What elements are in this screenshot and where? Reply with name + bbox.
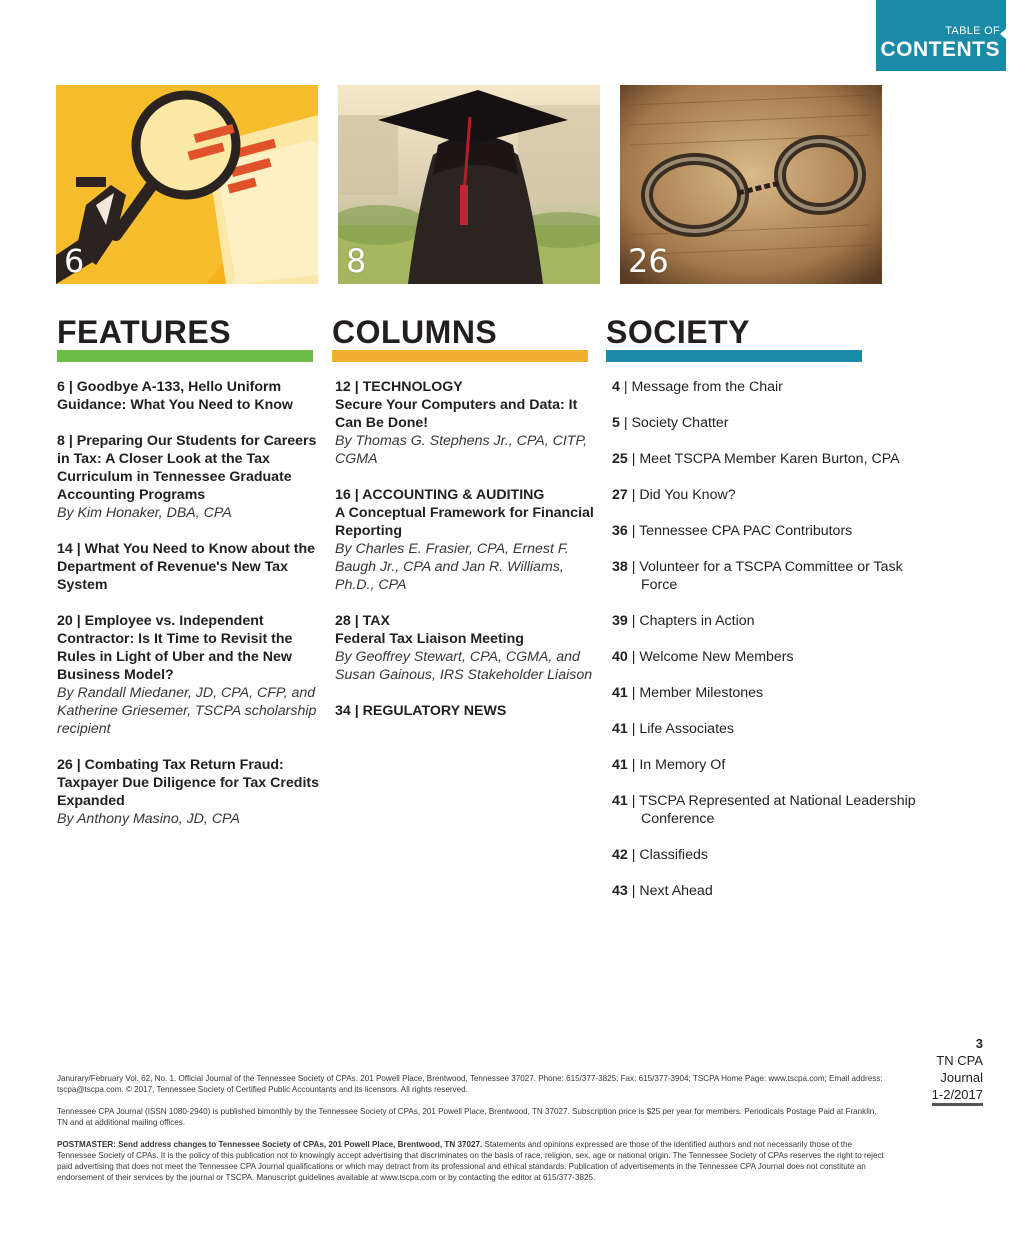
features-divider (57, 350, 313, 362)
society-item[interactable]: 39 | Chapters in Action (612, 613, 755, 629)
society-item-page: 38 (612, 559, 628, 575)
society-item[interactable]: 41 | Member Milestones (612, 685, 764, 701)
society-item[interactable]: 5 | Society Chatter (612, 415, 729, 431)
column-category[interactable]: 34 | REGULATORY NEWS (335, 703, 507, 719)
society-item[interactable]: 25 | Meet TSCPA Member Karen Burton, CPA (612, 451, 900, 467)
society-item-page: 41 (612, 685, 628, 701)
society-item[interactable]: 38 | Volunteer for a TSCPA Committee or Task Force (612, 559, 903, 593)
feature-author: By Randall Miedaner, JD, CPA, CFP, and Katherine Griesemer, TSCPA scholarship recipient (57, 685, 317, 737)
society-item-label: Classifieds (639, 847, 708, 863)
society-item[interactable]: 41 | In Memory Of (612, 757, 726, 773)
feature-entry[interactable] (57, 540, 325, 594)
journal-name-line2: Journal (940, 1070, 983, 1085)
society-item[interactable]: 4 | Message from the Chair (612, 379, 783, 395)
society-divider (606, 350, 862, 362)
society-item-page: 42 (612, 847, 628, 863)
society-item-label: Message from the Chair (631, 379, 783, 395)
society-item-label: Life Associates (639, 721, 734, 737)
footer-postmaster-bold: POSTMASTER: Send address changes to Tennessee Society of CPAs, 201 Powell Place, Brentwood, TN 37027. (57, 1140, 483, 1149)
toc-tab-big-label: CONTENTS (880, 38, 1000, 61)
society-item-label: Tennessee CPA PAC Contributors (639, 523, 853, 539)
society-item[interactable]: 42 | Classifieds (612, 847, 708, 863)
page-number-block (932, 1035, 983, 1106)
photo-page-number: 26 (628, 242, 669, 280)
footer-issn-info: Tennessee CPA Journal (ISSN 1080-2940) is published bimonthly by the Tennessee Society of CPAs, 201 Powell Place, Brentwood, TN 37027. Subscription price is $25 per year for members. Periodicals Postage Paid at Franklin, TN and at additional mailing offices. (57, 1107, 877, 1127)
columns-list (335, 378, 595, 738)
publication-footer (57, 1073, 885, 1194)
feature-photo-magnifier[interactable] (56, 85, 318, 284)
feature-author: By Anthony Masino, JD, CPA (57, 811, 240, 827)
society-item-label: Welcome New Members (639, 649, 794, 665)
column-author: By Thomas G. Stephens Jr., CPA, CITP, CGMA (335, 433, 588, 467)
society-item-label: TSCPA Represented at National Leadership (639, 793, 916, 809)
feature-title[interactable]: 6 | Goodbye A-133, Hello Uniform Guidance: What You Need to Know (57, 379, 293, 413)
page-number: 3 (975, 1036, 983, 1051)
footer-postmaster (57, 1139, 885, 1183)
society-item-page: 4 (612, 379, 620, 395)
feature-title[interactable]: 20 | Employee vs. Independent Contractor: Is It Time to Revisit the Rules in Light of Uber and the New Business Model? (57, 613, 293, 683)
society-item-label: Chapters in Action (639, 613, 755, 629)
society-item-page: 41 (612, 721, 628, 737)
society-item-label: Did You Know? (639, 487, 736, 503)
column-author: By Charles E. Frasier, CPA, Ernest F. Baugh Jr., CPA and Jan R. Williams, Ph.D., CPA (335, 541, 569, 593)
society-heading: SOCIETY (606, 314, 750, 350)
feature-entry[interactable] (57, 378, 325, 414)
feature-title[interactable]: 14 | What You Need to Know about the Department of Revenue's New Tax System (57, 541, 316, 593)
society-item-label: Meet TSCPA Member Karen Burton, CPA (639, 451, 900, 467)
society-item-label-continued: Force (641, 577, 678, 593)
feature-title[interactable]: 26 | Combating Tax Return Fraud: Taxpayer Due Diligence for Tax Credits Expanded (57, 757, 320, 809)
society-item-page: 27 (612, 487, 628, 503)
society-item-page: 36 (612, 523, 628, 539)
society-item-label: Volunteer for a TSCPA Committee or Task (639, 559, 903, 575)
columns-divider (332, 350, 588, 362)
features-heading: FEATURES (57, 314, 232, 350)
features-list (57, 378, 325, 846)
society-item-page: 40 (612, 649, 628, 665)
society-item[interactable]: 41 | Life Associates (612, 721, 734, 737)
footer-disclaimer: Statements and opinions expressed are those of the identified authors and not necessarily those of the Tennessee Society of CPAs. It is the policy of this publication not to knowingly accept advertising that discriminates on the basis of race, religion, sex, age or national origin. The Tennessee Society of CPAs reserves the right to reject paid advertising that does not meet the Tennessee CPA Journal qualifications or which may detract from its professional and ethical standards. Publication of advertisements in the Tennessee CPA Journal does not constitute an endorsement of their services by the journal or TSCPA. Manuscript guidelines available at www.tscpa.com or by contacting the editor at 615/377-3825. (57, 1140, 884, 1182)
society-item-label: Next Ahead (639, 883, 713, 899)
society-item[interactable]: 40 | Welcome New Members (612, 649, 794, 665)
graduate-photo (338, 85, 600, 284)
society-item[interactable]: 43 | Next Ahead (612, 883, 713, 899)
society-item-page: 41 (612, 757, 628, 773)
feature-title[interactable]: 8 | Preparing Our Students for Careers in Tax: A Closer Look at the Tax Curriculum in Tennessee Graduate Accounting Programs (57, 433, 317, 503)
column-category[interactable]: 16 | ACCOUNTING & AUDITING (335, 487, 545, 503)
column-photo-graduate[interactable] (338, 85, 600, 284)
photo-page-number: 8 (346, 242, 367, 280)
society-photo-handcuffs[interactable] (620, 85, 882, 284)
column-entry[interactable] (335, 702, 595, 720)
column-entry[interactable] (335, 378, 595, 468)
society-item[interactable]: 41 | TSCPA Represented at National Leadership Conference (612, 793, 916, 827)
magnifier-illustration (56, 85, 318, 284)
column-subtitle[interactable]: Federal Tax Liaison Meeting (335, 631, 524, 647)
society-item-label: Member Milestones (639, 685, 764, 701)
table-of-contents-tab[interactable] (876, 0, 1006, 71)
columns-heading: COLUMNS (332, 314, 498, 350)
society-item-page: 43 (612, 883, 628, 899)
feature-entry[interactable] (57, 612, 325, 738)
society-item-page: 25 (612, 451, 628, 467)
society-item-label: In Memory Of (639, 757, 726, 773)
issue-date: 1-2/2017 (932, 1086, 983, 1106)
feature-author: By Kim Honaker, DBA, CPA (57, 505, 232, 521)
feature-entry[interactable] (57, 756, 325, 828)
column-subtitle[interactable]: A Conceptual Framework for Financial Reporting (335, 505, 594, 539)
column-author: By Geoffrey Stewart, CPA, CGMA, and Susan Gainous, IRS Stakeholder Liaison (335, 649, 593, 683)
column-entry[interactable] (335, 612, 595, 684)
journal-name-line1: TN CPA (936, 1053, 983, 1068)
society-item-page: 5 (612, 415, 620, 431)
society-item-page: 41 (612, 793, 628, 809)
column-subtitle[interactable]: Secure Your Computers and Data: It Can Be Done! (335, 397, 578, 431)
photo-page-number: 6 (64, 242, 85, 280)
column-category[interactable]: 12 | TECHNOLOGY (335, 379, 463, 395)
society-item-label: Society Chatter (631, 415, 729, 431)
society-item-page: 39 (612, 613, 628, 629)
toc-tab-small-label: TABLE OF (945, 25, 1000, 37)
feature-entry[interactable] (57, 432, 325, 522)
society-item-label-continued: Conference (641, 811, 715, 827)
society-list (612, 378, 942, 918)
footer-publication-info: Janurary/February Vol. 62, No. 1. Official Journal of the Tennessee Society of CPAs. 201 Powell Place, Brentwood, Tennessee 37027. Phone: 615/377-3825; Fax: 615/377-3904; TSCPA Home Page: www.tscpa.com; Email address: tscpa@tscpa.com. © 2017, Tennessee Society of Certified Public Accountants and its licensors. All rights reserved. (57, 1074, 883, 1094)
column-category[interactable]: 28 | TAX (335, 613, 390, 629)
society-item[interactable]: 36 | Tennessee CPA PAC Contributors (612, 523, 853, 539)
society-item[interactable]: 27 | Did You Know? (612, 487, 736, 503)
column-entry[interactable] (335, 486, 595, 594)
tab-notch-icon (1000, 28, 1007, 40)
